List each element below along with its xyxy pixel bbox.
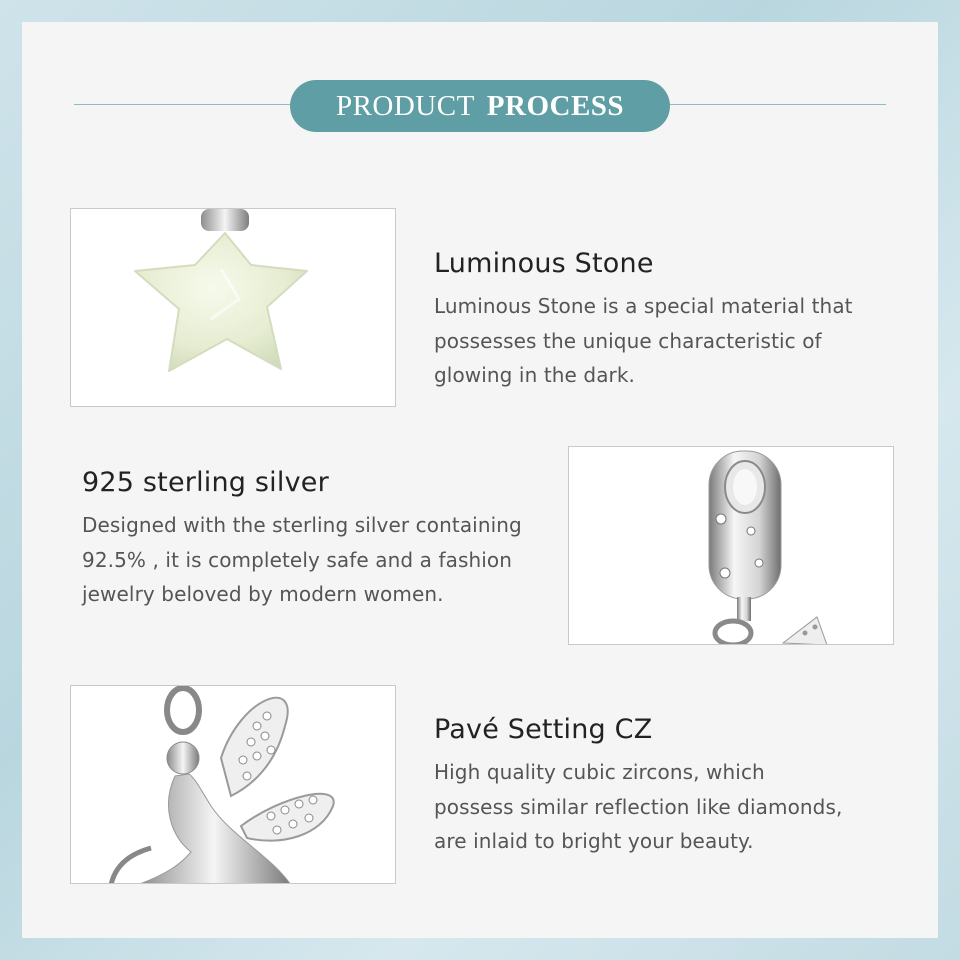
feature-title: 925 sterling silver (82, 467, 329, 498)
feature-text-line: possesses the unique characteristic of (434, 328, 822, 353)
header-word-product: PRODUCT (335, 89, 475, 122)
section-header (290, 80, 670, 132)
header-word-process: PROCESS (486, 89, 625, 122)
feature-text-line: High quality cubic zircons, which (434, 760, 765, 784)
feature-text-line: jewelry beloved by modern women. (82, 582, 444, 606)
silver-ring-bail-icon (568, 446, 894, 645)
feature-text-line: Designed with the sterling silver containing (82, 513, 522, 537)
feature-text-line: Luminous Stone is a special material that (434, 294, 853, 318)
header-rule-left (74, 104, 290, 105)
feature-sterling-silver (82, 467, 522, 612)
feature-text-line: possess similar reflection like diamonds, (434, 794, 843, 819)
feature-text-line: glowing in the dark. (434, 363, 636, 387)
feature-luminous-stone (434, 248, 853, 393)
feature-pave-setting (434, 714, 842, 859)
fairy-charm-icon (70, 685, 396, 884)
feature-text-line: 92.5% , it is completely safe and a fashion (82, 547, 513, 572)
header-rule-right (668, 104, 886, 105)
feature-title: Pavé Setting CZ (434, 714, 653, 745)
feature-text-line: are inlaid to bright your beauty. (434, 829, 754, 853)
feature-title: Luminous Stone (434, 248, 654, 279)
glow-star-charm-icon (70, 208, 396, 407)
